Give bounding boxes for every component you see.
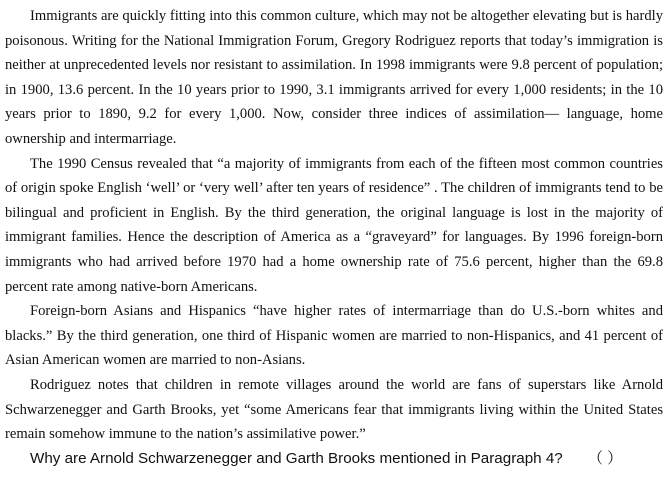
- paragraph-2: The 1990 Census revealed that “a majority of immigrants from each of the fifteen most common countries of origin spoke English ‘well’ or ‘very well’ after ten years of residence” . The children of immigrants tend to be bilingual and proficient in English. By the third generation, the original language is lost in the majority of immigrant families. Hence the description of America as a “graveyard” for languages. By 1996 foreign-born immigrants who had arrived before 1970 had a home ownership rate of 75.6 percent, higher than the 69.8 percent rate among native-born Americans.: [5, 155, 663, 295]
- question: [5, 447, 663, 471]
- question-text: Why are Arnold Schwarzenegger and Garth Brooks mentioned in Paragraph 4?: [30, 449, 563, 467]
- answer-blank: （ ）: [587, 449, 623, 467]
- paragraph-3: Foreign-born Asians and Hispanics “have higher rates of intermarriage than do U.S.-born whites and blacks.” By the third generation, one third of Hispanic women are married to non-Hispanics, and 41 percent of Asian American women are married to non-Asians.: [5, 303, 663, 369]
- paragraph-4: Rodriguez notes that children in remote villages around the world are fans of superstars like Arnold Schwarzenegger and Garth Brooks, yet “some Americans fear that immigrants living within the United States remain somehow immune to the nation’s assimilative power.”: [5, 376, 663, 443]
- paragraph-1: Immigrants are quickly fitting into this common culture, which may not be altogether elevating but is hardly poisonous. Writing for the National Immigration Forum, Gregory Rodriguez reports that today’s immigration is neither at unprecedented levels nor resistant to assimilation. In 1998 immigrants were 9.8 percent of population; in 1900, 13.6 percent. In the 10 years prior to 1990, 3.1 immigrants arrived for every 1,000 residents; in the 10 years prior to 1890, 9.2 for every 1,000. Now, consider three indices of assimilation— language, home ownership and intermarriage.: [5, 8, 663, 147]
